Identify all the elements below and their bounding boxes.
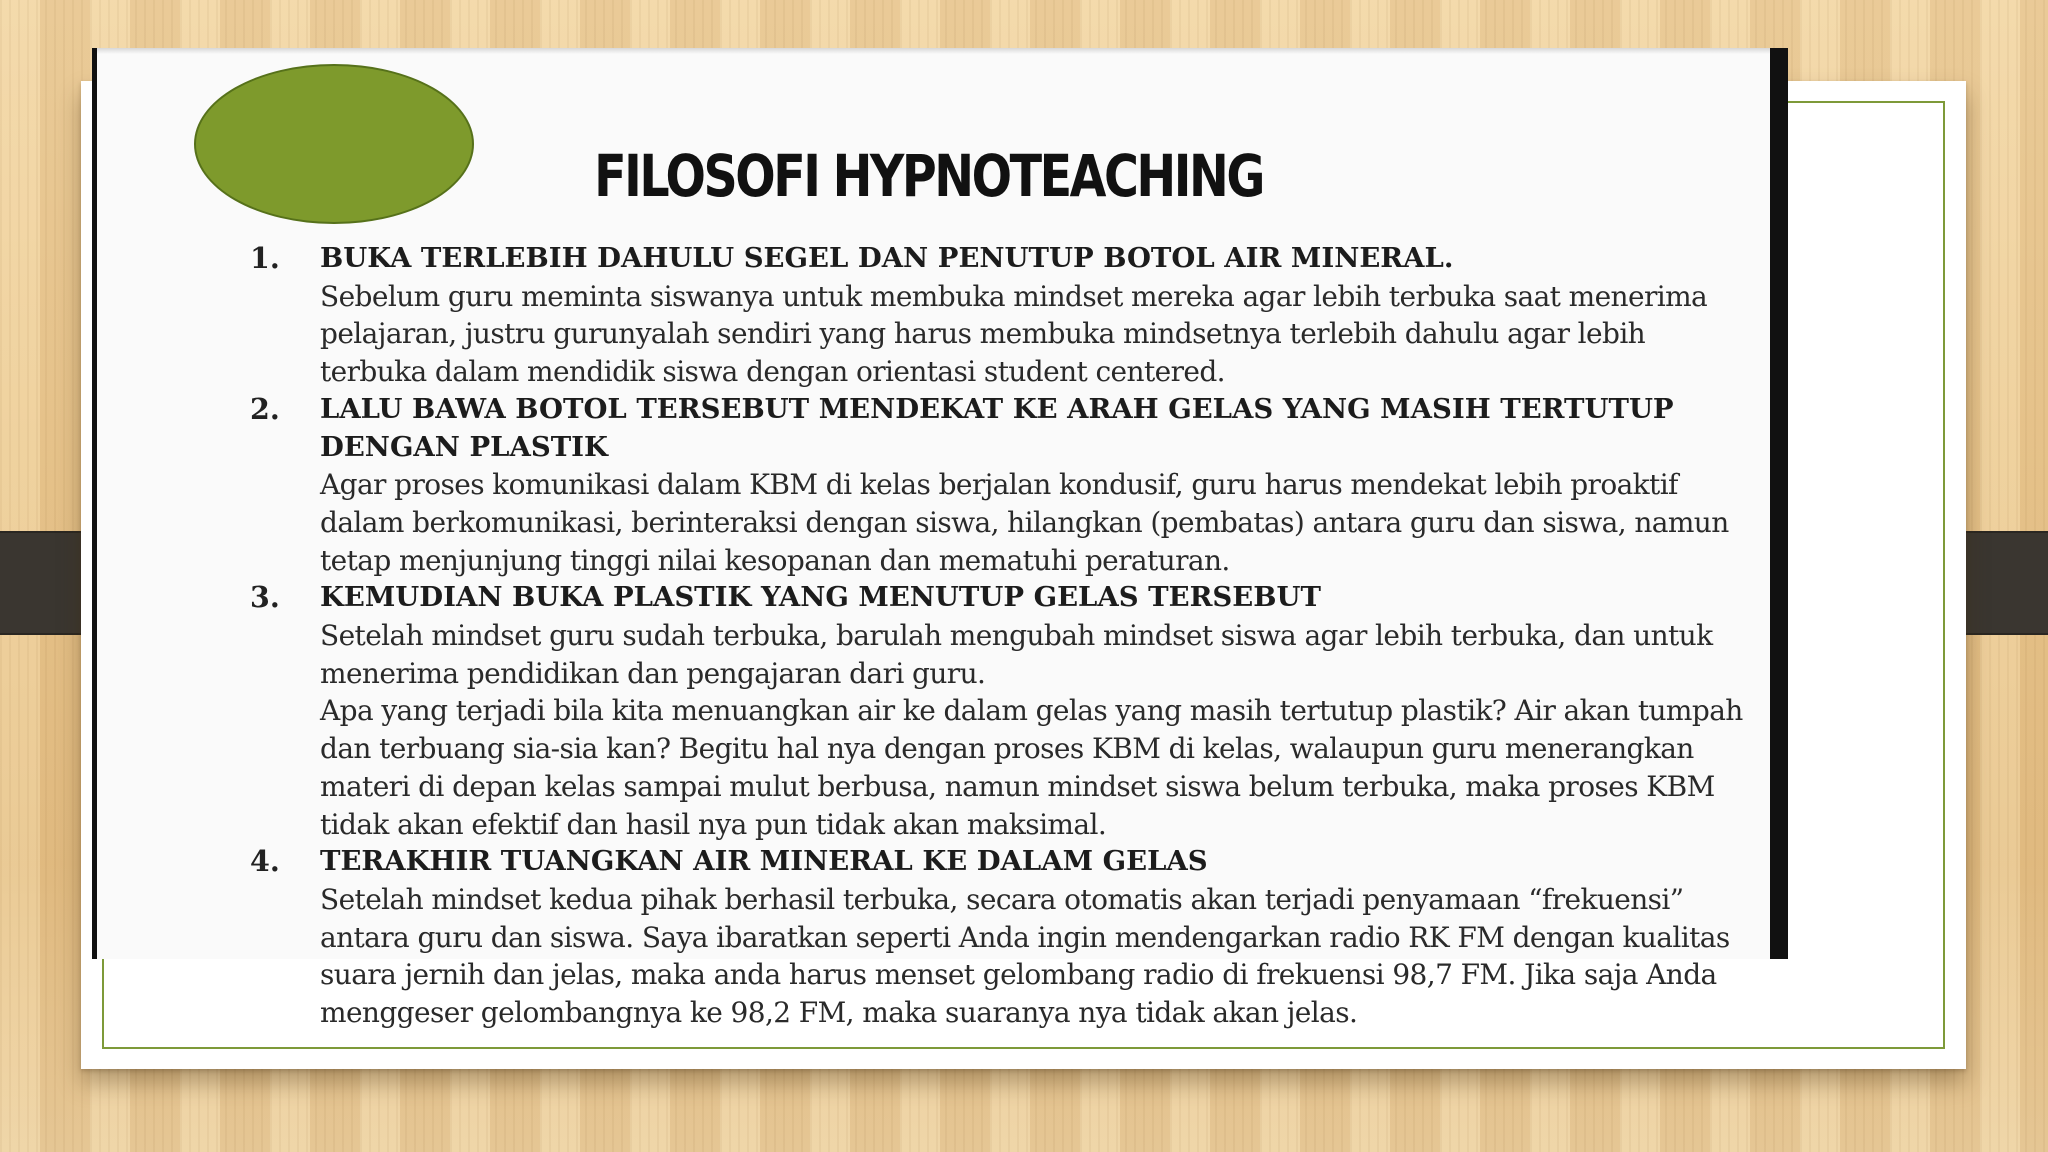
item-number: 2. [250,391,280,426]
item-number: 3. [250,580,280,615]
list-item [250,843,1750,1032]
list-item [250,579,1750,843]
list-item [250,391,1750,580]
philosophy-list [250,240,1750,1032]
item-heading: LALU BAWA BOTOL TERSEBUT MENDEKAT KE ARAH GELAS YANG MASIH TERTUTUP DENGAN PLASTIK [320,392,1674,463]
item-number: 4. [250,844,280,879]
item-paragraph: Agar proses komunikasi dalam KBM di kelas berjalan kondusif, guru harus mendekat lebih proaktif dalam berkomunikasi, berinteraksi dengan siswa, hilangkan (pembatas) antara guru dan siswa, namun tetap menjunjung tinggi nilai kesopanan dan mematuhi peraturan. [320,468,1729,577]
page-title: FILOSOFI HYPNOTEACHING [594,142,1263,210]
item-paragraph: Setelah mindset guru sudah terbuka, barulah mengubah mindset siswa agar lebih terbuka, dan untuk menerima pendidikan dan pengajaran dari guru. [320,619,1713,690]
item-number: 1. [250,241,280,275]
item-heading: BUKA TERLEBIH DAHULU SEGEL DAN PENUTUP BOTOL AIR MINERAL. [320,242,1454,274]
item-heading: TERAKHIR TUANGKAN AIR MINERAL KE DALAM GELAS [320,845,1208,878]
item-paragraph: Sebelum guru meminta siswanya untuk membuka mindset mereka agar lebih terbuka saat menerima pelajaran, justru gurunyalah sendiri yang harus membuka mindsetnya terlebih dahulu agar lebih terbuka dalam mendidik siswa dengan orientasi student centered. [320,279,1708,389]
item-heading: KEMUDIAN BUKA PLASTIK YANG MENUTUP GELAS TERSEBUT [320,581,1321,614]
item-paragraph: Apa yang terjadi bila kita menuangkan air ke dalam gelas yang masih tertutup plastik? Air akan tumpah dan terbuang sia-sia kan? Begitu hal nya dengan proses KBM di kelas, walaupun guru menerangkan materi di depan kelas sampai mulut berbusa, namun mindset siswa belum terbuka, maka proses KBM tidak akan efektif dan hasil nya pun tidak akan maksimal. [320,694,1743,841]
item-paragraph: Setelah mindset kedua pihak berhasil terbuka, secara otomatis akan terjadi penyamaan “frekuensi” antara guru dan siswa. Saya ibaratkan seperti Anda ingin mendengarkan radio RK FM dengan kualitas suara jernih dan jelas, maka anda harus menset gelombang radio di frekuensi 98,7 FM. Jika saja Anda menggeser gelombangnya ke 98,2 FM, maka suaranya nya tidak akan jelas. [320,882,1730,1030]
list-item [250,240,1750,391]
document-top-edge [97,48,1770,54]
